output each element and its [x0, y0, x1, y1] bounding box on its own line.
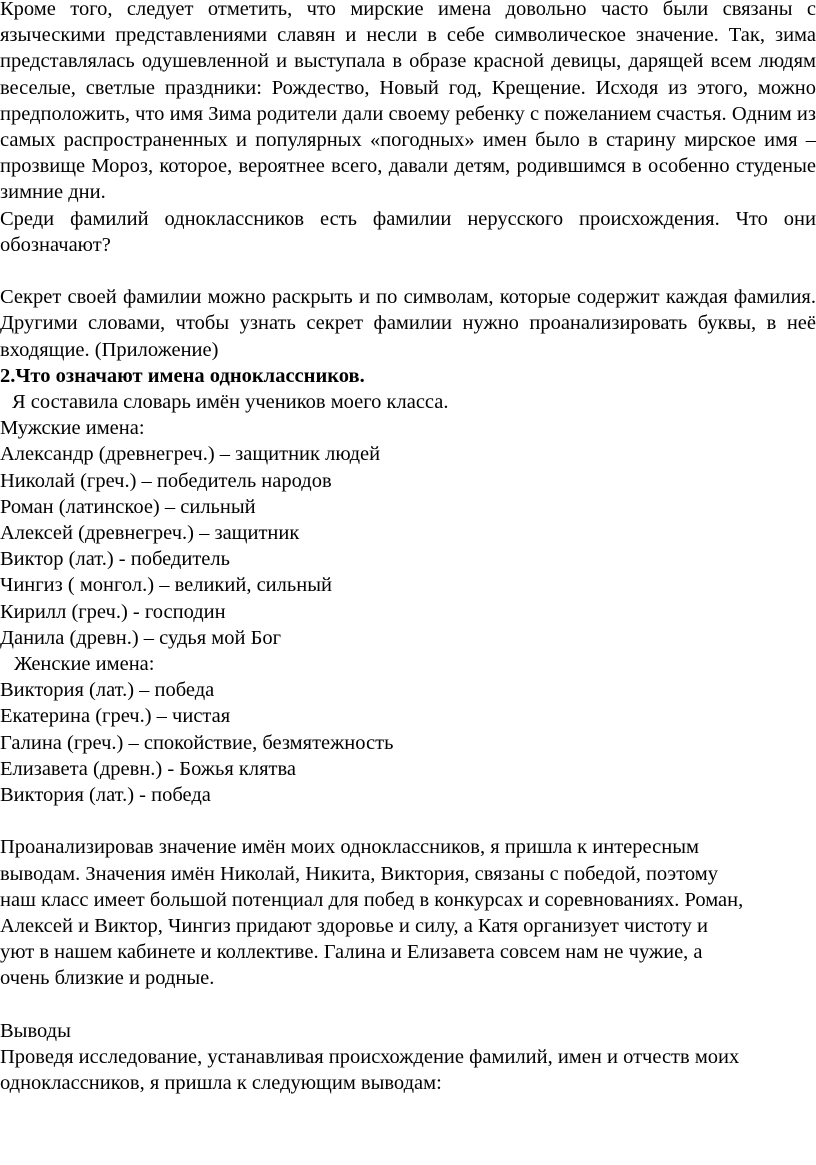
male-names-heading: Мужские имена:	[0, 417, 145, 440]
dictionary-intro: Я составила словарь имён учеников моего класса.	[12, 391, 449, 414]
female-name-entry: Галина (греч.) – спокойствие, безмятежность	[0, 731, 394, 754]
conclusions-paragraph	[0, 1044, 816, 1096]
female-name-entry: Екатерина (греч.) – чистая	[0, 705, 231, 728]
analysis-line: Алексей и Виктор, Чингиз придают здоровье и силу, а Катя организует чистоту и	[0, 915, 709, 938]
male-name-entry: Алексей (древнегреч.) – защитник	[0, 522, 300, 545]
blank-line	[0, 992, 816, 1018]
male-name-entry: Роман (латинское) – сильный	[0, 495, 256, 518]
male-name-entry: Чингиз ( монгол.) – великий, сильный	[0, 574, 332, 597]
secret-paragraph: Секрет своей фамилии можно раскрыть и по символам, которые содержит каждая фамилия. Другими словами, чтобы узнать секрет фамилии нужно проанализировать буквы, в неё входящие. (Приложение)	[0, 286, 816, 361]
female-names-list	[0, 677, 816, 808]
analysis-line: очень близкие и родные.	[0, 967, 215, 990]
male-name-entry: Данила (древн.) – судья мой Бог	[0, 626, 282, 649]
male-names-list	[0, 441, 816, 651]
blank-line	[0, 258, 816, 284]
male-name-entry: Кирилл (греч.) - господин	[0, 600, 226, 623]
analysis-line: Проанализировав значение имён моих одноклассников, я пришла к интересным	[0, 836, 699, 859]
section-heading: 2.Что означают имена одноклассников.	[0, 364, 365, 387]
female-name-entry: Елизавета (древн.) - Божья клятва	[0, 757, 296, 780]
question-paragraph: Среди фамилий одноклассников есть фамилии нерусского происхождения. Что они обозначают?	[0, 207, 816, 256]
blank-line	[0, 808, 816, 834]
intro-paragraph: Кроме того, следует отметить, что мирские имена довольно часто были связаны с языческими представлениями славян и несли в себе символическое значение. Так, зима представлялась одушевленной и выступала в образе красной девицы, дарящей всем людям веселые, светлые праздники: Рождество, Новый год, Крещение. Исходя из этого, можно предположить, что имя Зима родители дали своему ребенку с пожеланием счастья. Одним из самых распространенных и популярных «погодных» имен было в старину мирское имя – прозвище Мороз, которое, вероятнее всего, давали детям, родившимся в особенно студеные зимние дни.	[0, 0, 816, 204]
analysis-line: уют в нашем кабинете и коллективе. Галина и Елизавета совсем нам не чужие, а	[0, 941, 703, 964]
conclusions-heading: Выводы	[0, 1019, 71, 1042]
analysis-line: выводам. Значения имён Николай, Никита, Виктория, связаны с победой, поэтому	[0, 862, 719, 885]
male-name-entry: Николай (греч.) – победитель народов	[0, 469, 332, 492]
female-name-entry: Виктория (лат.) – победа	[0, 679, 215, 702]
analysis-paragraph	[0, 834, 816, 991]
female-name-entry: Виктория (лат.) - победа	[0, 784, 211, 807]
male-name-entry: Александр (древнегреч.) – защитник людей	[0, 443, 381, 466]
conclusion-line: одноклассников, я пришла к следующим выводам:	[0, 1072, 442, 1095]
male-name-entry: Виктор (лат.) - победитель	[0, 548, 230, 571]
analysis-line: наш класс имеет большой потенциал для побед в конкурсах и соревнованиях. Роман,	[0, 888, 744, 911]
conclusion-line: Проведя исследование, устанавливая происхождение фамилий, имен и отчеств моих	[0, 1046, 740, 1069]
female-names-heading: Женские имена:	[14, 653, 155, 676]
